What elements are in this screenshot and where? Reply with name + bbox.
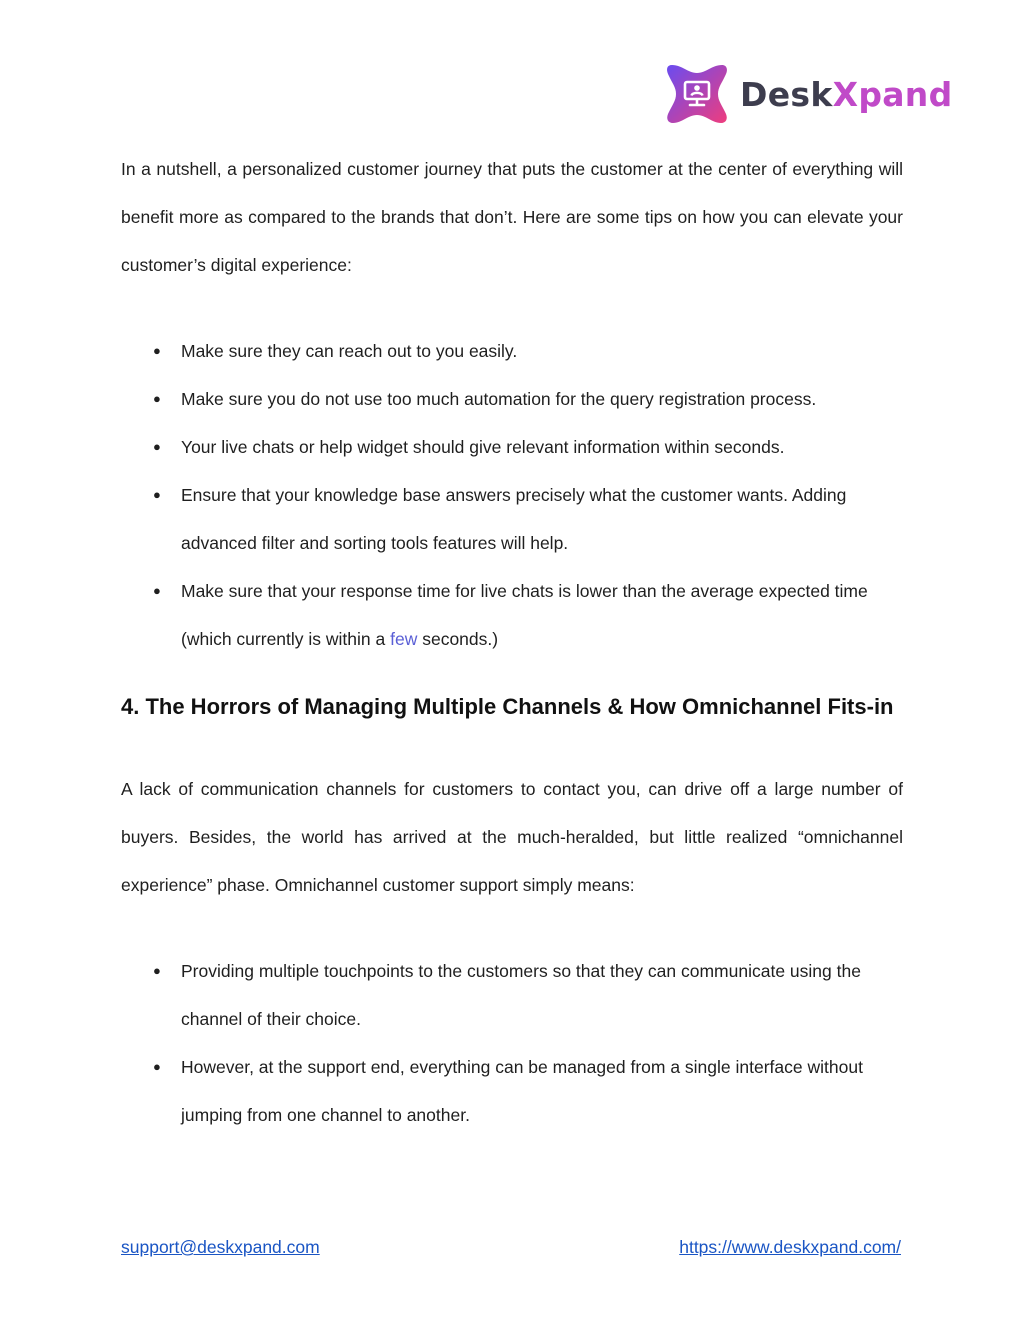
logo-word-desk: Desk	[740, 74, 833, 114]
list-item: ● Ensure that your knowledge base answers precisely what the customer wants. Adding advanced filter and sorting tools features will help.	[121, 471, 903, 567]
section-paragraph: A lack of communication channels for customers to contact you, can drive off a large number of buyers. Besides, the world has arrived at the much-heralded, but little realized “omnichannel experience” phase. Omnichannel customer support simply means:	[121, 779, 903, 895]
list-item: ● Make sure you do not use too much automation for the query registration process.	[121, 375, 903, 423]
monitor-person-icon	[664, 61, 730, 127]
list-item: ● Make sure that your response time for live chats is lower than the average expected time (which currently is within a few seconds.)	[121, 567, 903, 663]
list-item: ● Providing multiple touchpoints to the customers so that they can communicate using the channel of their choice.	[121, 947, 903, 1043]
list-item: ● Your live chats or help widget should give relevant information within seconds.	[121, 423, 903, 471]
page-footer	[121, 1237, 901, 1258]
few-link[interactable]: few	[390, 629, 418, 649]
logo-wordmark	[740, 74, 953, 114]
tips-list	[121, 327, 903, 663]
support-email-link[interactable]: support@deskxpand.com	[121, 1237, 320, 1257]
list-item: ● Make sure they can reach out to you easily.	[121, 327, 903, 375]
document-body	[121, 145, 903, 1139]
list-item: ● However, at the support end, everything can be managed from a single interface without jumping from one channel to another.	[121, 1043, 903, 1139]
logo-word-xpand: Xpand	[832, 74, 953, 114]
intro-paragraph: In a nutshell, a personalized customer journey that puts the customer at the center of everything will benefit more as compared to the brands that don’t. Here are some tips on how you can elevate your customer’s digital experience:	[121, 159, 903, 275]
website-link[interactable]: https://www.deskxpand.com/	[679, 1237, 901, 1257]
omnichannel-list	[121, 947, 903, 1139]
deskxpand-logo	[664, 60, 953, 128]
section-heading: 4. The Horrors of Managing Multiple Channels & How Omnichannel Fits-in	[121, 694, 894, 719]
